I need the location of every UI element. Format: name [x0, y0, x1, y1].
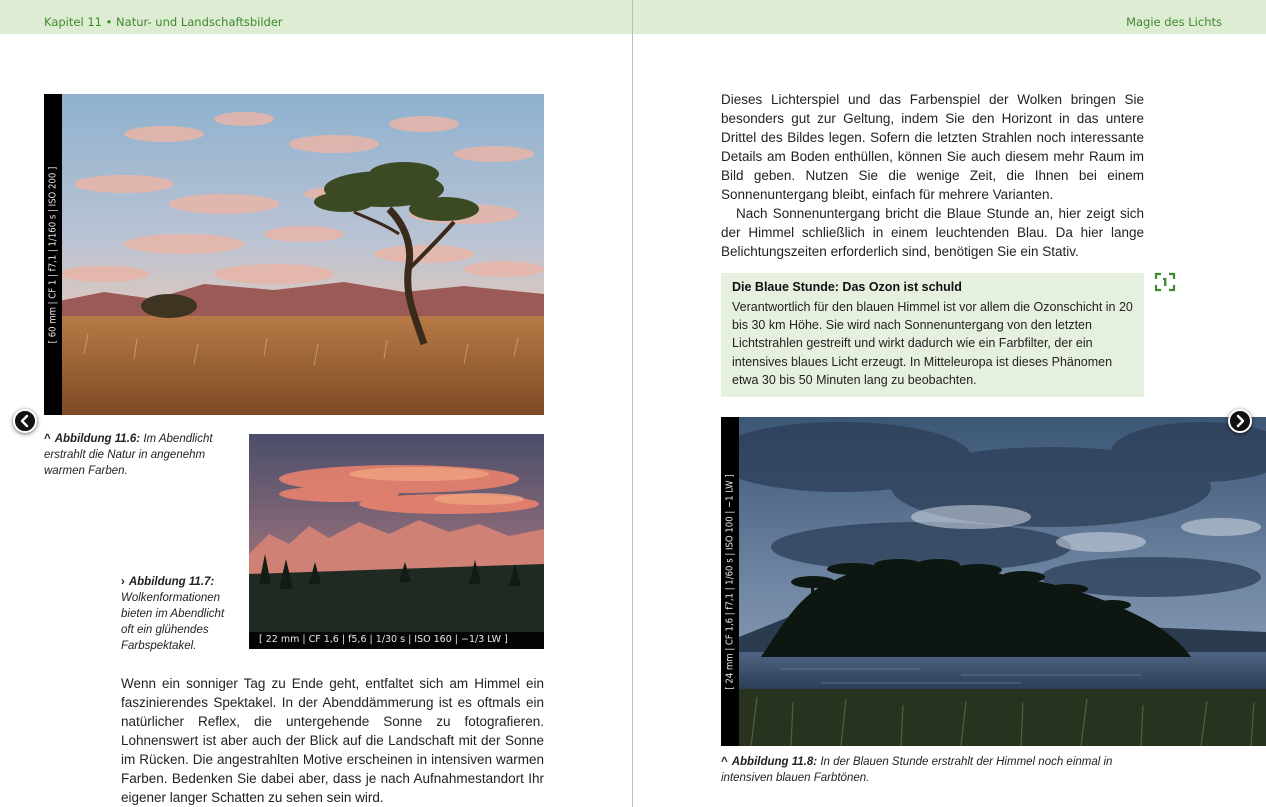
caption-figure-11-7 — [121, 574, 233, 654]
left-page — [0, 0, 632, 807]
prev-page-button[interactable] — [13, 409, 37, 433]
paragraph: Wenn ein sonniger Tag zu Ende geht, entfaltet sich am Himmel ein faszinierendes Spektakel. In der Abenddämmerung ist es oftmals ein natürlicher Reflex, die untergehende Sonne zu fotografieren. Lohnenswert ist aber auch der Blick auf die Landschaft mit der Sonne im Rücken. Die angestrahlten Motive erscheinen in intensiven warmen Farben. Bedenken Sie dabei aber, dass je nach Aufnahmestandort Ihr eigener langer Schatten zu sehen sein wird. — [121, 676, 544, 805]
chevron-right-icon — [1233, 414, 1247, 428]
caption-text: Im Abendlicht erstrahlt die Natur in angenehm warmen Farben. — [44, 433, 213, 477]
photo-acacia-sunset — [44, 94, 544, 415]
caption-label: Abbildung 11.8: — [731, 756, 818, 768]
acacia-landscape-image — [44, 94, 544, 415]
caption-figure-11-6 — [44, 431, 224, 479]
chevron-left-icon — [18, 414, 32, 428]
caption-figure-11-8 — [721, 754, 1121, 786]
caption-text: In der Blauen Stunde erstrahlt der Himmel noch einmal in intensiven blauen Farbtönen. — [721, 756, 1113, 784]
photo-blue-hour-lake — [721, 417, 1266, 746]
exif-strip — [44, 94, 62, 415]
next-page-button[interactable] — [1228, 409, 1252, 433]
body-text-right — [721, 90, 1144, 261]
blue-hour-image — [721, 417, 1266, 746]
exif-strip — [249, 632, 544, 649]
chapter-title: Kapitel 11 • Natur- und Landschaftsbilder — [44, 15, 283, 29]
paragraph: Nach Sonnenuntergang bricht die Blaue Stunde an, hier zeigt sich der Himmel schließlich in einem leuchtenden Blau. Da hier lange Belichtungszeiten erforderlich sind, benötigen Sie ein Stativ. — [721, 206, 1144, 259]
right-page — [633, 0, 1266, 807]
mountain-sunset-image — [249, 434, 544, 649]
running-head-left — [0, 0, 632, 34]
infobox-blue-hour — [721, 273, 1144, 397]
infobox-text: Verantwortlich für den blauen Himmel ist vor allem die Ozonschicht in 20 bis 30 km Höhe. Sie wird nach Sonnenuntergang von den letzten Lichtstrahlen gestreift und wirkt dadurch wie ein Farbfilter, der ein intensives blaues Licht erzeugt. In Mitteleuropa ist dieses Phänomen etwa 30 bis 50 Minuten lang zu beobachten. — [732, 300, 1133, 387]
caret-up-icon: ^ — [44, 433, 51, 445]
caret-right-icon: › — [121, 576, 125, 588]
infobox-title: Die Blaue Stunde: Das Ozon ist schuld — [732, 280, 962, 294]
exif-strip — [721, 417, 739, 746]
caption-text: Wolkenformationen bieten im Abendlicht oft ein glühendes Farbspektakel. — [121, 592, 225, 652]
caption-label: Abbildung 11.7: — [128, 576, 215, 588]
exif-text: [ 24 mm | CF 1,6 | f7,1 | 1/60 s | ISO 100 | −1 LW ] — [724, 473, 736, 690]
expand-icon[interactable] — [1154, 272, 1176, 292]
paragraph: Dieses Lichterspiel und das Farbenspiel der Wolken bringen Sie besonders gut zur Geltung, indem Sie den Horizont in das untere Drittel des Bildes legen. Sofern die letzten Strahlen noch interessante Details am Boden enthüllen, können Sie auch diesem mehr Raum im Bild geben. Nutzen Sie die wenige Zeit, die Ihnen bei einem Sonnenuntergang bleibt, einfach für mehrere Varianten. — [721, 92, 1144, 202]
caret-up-icon: ^ — [721, 756, 728, 768]
photo-mountains-clouds — [249, 434, 544, 649]
section-title: Magie des Lichts — [1126, 15, 1222, 29]
running-head-right — [633, 0, 1266, 34]
caption-label: Abbildung 11.6: — [54, 433, 141, 445]
exif-text: [ 22 mm | CF 1,6 | f5,6 | 1/30 s | ISO 160 | −1/3 LW ] — [259, 634, 508, 645]
exif-text: [ 60 mm | CF 1 | f7,1 | 1/160 s | ISO 200 ] — [47, 166, 59, 343]
body-text-left — [121, 674, 544, 807]
